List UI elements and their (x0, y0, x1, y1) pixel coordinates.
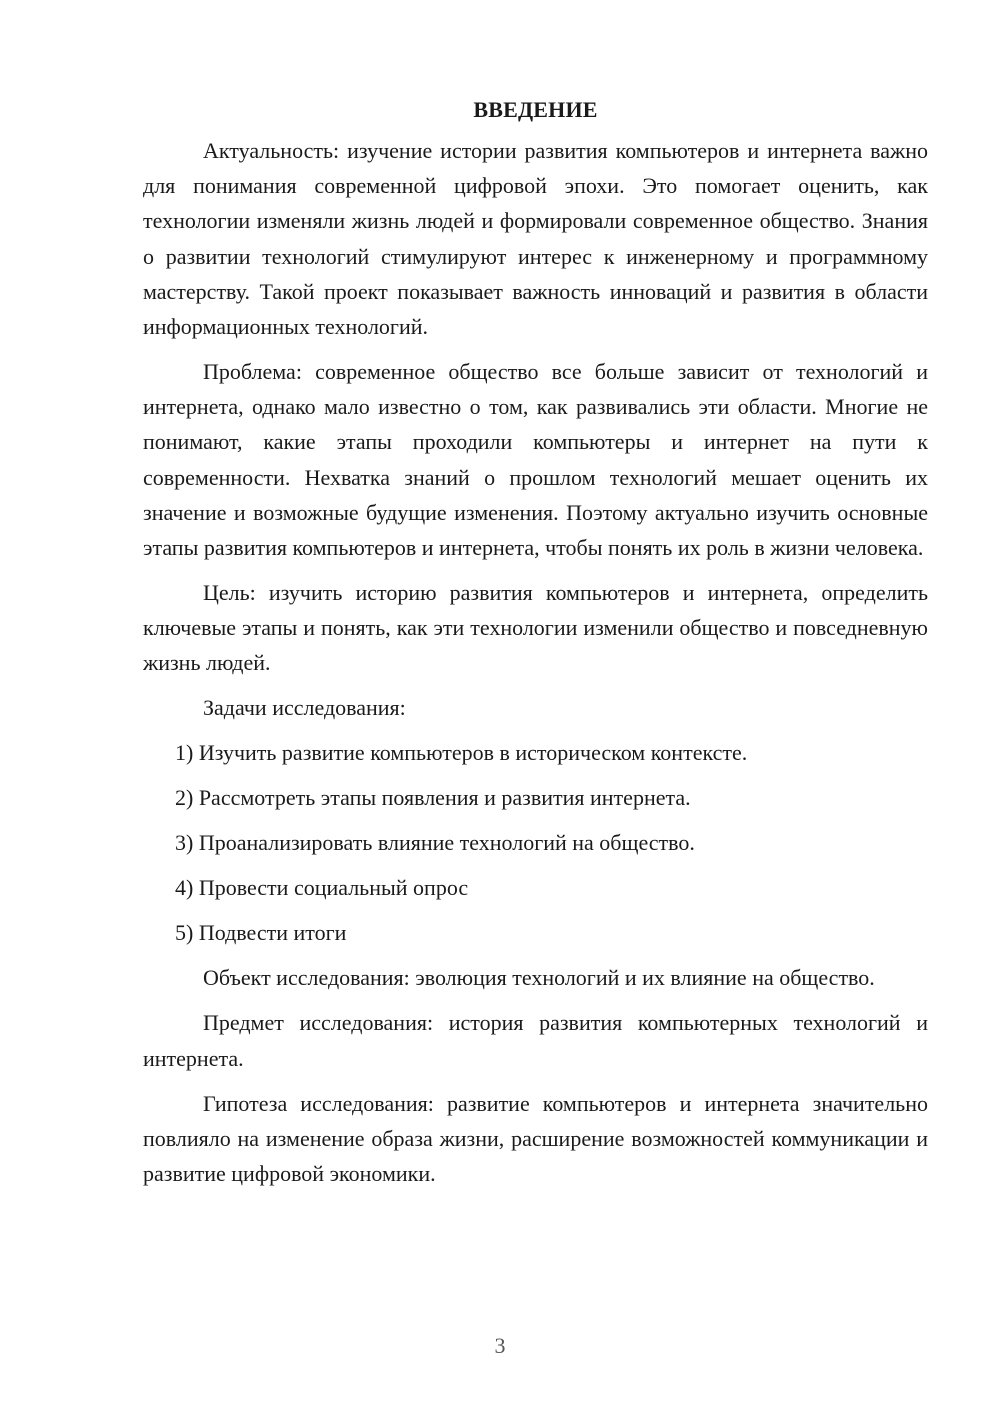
tasks-heading: Задачи исследования: (203, 695, 406, 721)
task-item-2: 2) Рассмотреть этапы появления и развития интернета. (175, 785, 691, 811)
hypothesis-paragraph: Гипотеза исследования: развитие компьютеров и интернета значительно повлияло на изменение образа жизни, расширение возможностей коммуникации и развитие цифровой экономики. (143, 1090, 928, 1187)
subject-paragraph: Предмет исследования: история развития компьютерных технологий и интернета. (143, 1010, 928, 1071)
task-item-1: 1) Изучить развитие компьютеров в историческом контексте. (175, 740, 748, 766)
object-paragraph: Объект исследования: эволюция технологий и их влияние на общество. (203, 965, 875, 991)
task-item-4: 4) Провести социальный опрос (175, 875, 469, 901)
document-page (143, 92, 928, 1201)
goal-paragraph: Цель: изучить историю развития компьютеров и интернета, определить ключевые этапы и понять, как эти технологии изменили общество и повседневную жизнь людей. (143, 580, 928, 676)
page-number: 3 (494, 1333, 506, 1358)
relevance-paragraph: Актуальность: изучение истории развития компьютеров и интернета важно для понимания современной цифровой эпохи. Это помогает оценить, как технологии изменяли жизнь людей и формировали современное общество. Знания о развитии технологий стимулируют интерес к инженерному и программному мастерству. Такой проект показывает важность инноваций и развития в области информационных технологий. (143, 138, 928, 340)
problem-paragraph: Проблема: современное общество все больше зависит от технологий и интернета, однако мало известно о том, как развивались эти области. Многие не понимают, какие этапы проходили компьютеры и интернет на пути к современности. Нехватка знаний о прошлом технологий мешает оценить их значение и возможные будущие изменения. Поэтому актуально изучить основные этапы развития компьютеров и интернета, чтобы понять их роль в жизни человека. (143, 359, 928, 561)
task-item-5: 5) Подвести итоги (175, 920, 347, 946)
task-item-3: 3) Проанализировать влияние технологий на общество. (175, 830, 695, 856)
page-title: ВВЕДЕНИЕ (473, 97, 598, 122)
